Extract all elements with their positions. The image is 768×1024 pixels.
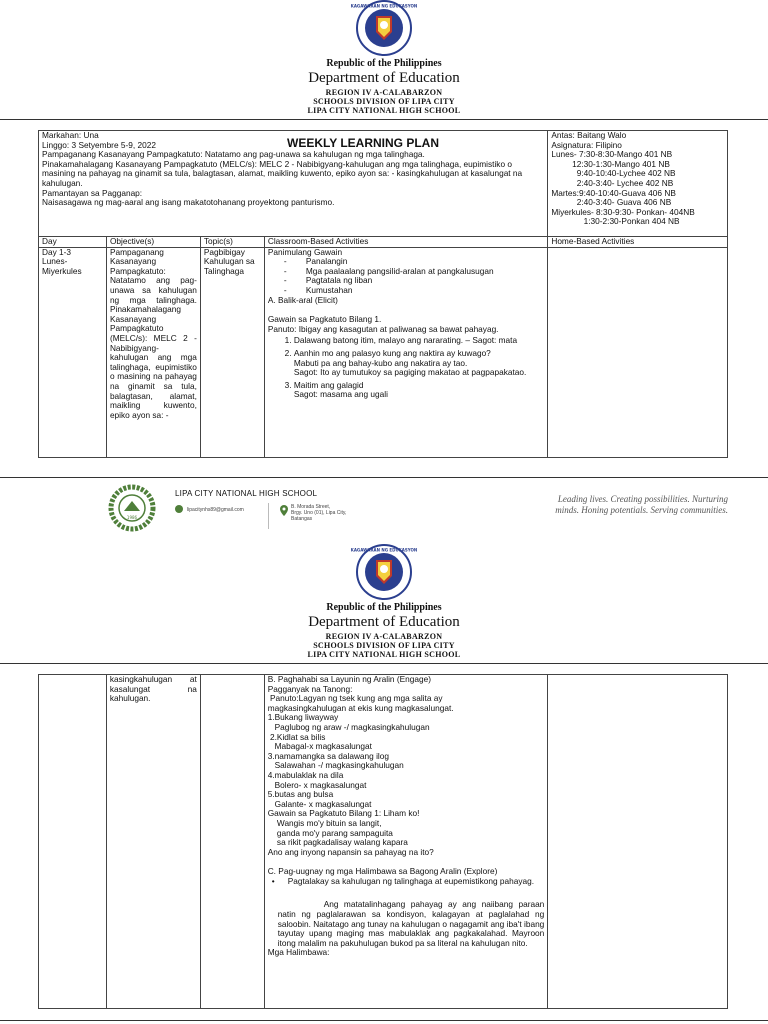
schedule-text: Lunes- 7:30-8:30-Mango 401 NB 12:30-1:30-Mango 401 NB 9:40-10:40-Lychee 402 NB 2:40-3:40- Lychee 402 NB Martes:9:40-10:40-Guava 406 NB 2:40-3:40- Guava 406 NB Miyerkules- 8:30-9:30- Ponkan- 404NB 1:30-2:30-Ponkan 404 NB	[551, 149, 695, 227]
logo-year: 1986	[126, 515, 138, 520]
col-header-classroom: Classroom-Based Activities	[264, 237, 547, 248]
footer-email: lipacitynhs89@gmail.com	[187, 507, 244, 513]
plan-info-cell	[39, 131, 548, 237]
topic-cell: Pagbibigay Kahulugan sa Talinghaga	[200, 247, 264, 457]
header-divider	[0, 663, 768, 664]
school-text: LIPA CITY NATIONAL HIGH SCHOOL	[307, 106, 461, 115]
region-text: REGION IV A-CALABARZON	[325, 632, 443, 641]
location-pin-icon	[280, 505, 288, 516]
home-activities-cell	[548, 247, 728, 457]
list-item: - Mga paalaalang pangsilid-aralan at pangkalusugan	[284, 267, 544, 277]
col-header-home: Home-Based Activities	[548, 237, 728, 248]
explore-heading: C. Pag-uugnay ng mga Halimbawa sa Bagong Aralin (Explore)	[267, 866, 498, 877]
objectives-cell: Pampaganang Kasanayang Pampagkatuto: Natatamo ang pag-unawa sa kahulugan ng mga talinghaga. Pinakamahalagang Kasanayang Pampagkatuto (MELC/s): MELC 2 - Nabibigyang-kahulugan ang mga talinghaga, eupimistiko o masining na pahayag na ginamit sa tula, balagtasan, alamat, maikling kuwento, epiko ayon sa: -	[106, 247, 200, 457]
plan-title: WEEKLY LEARNING PLAN	[287, 136, 440, 150]
weekly-learning-plan-table	[38, 130, 728, 458]
day-cell: Day 1-3 Lunes- Miyerkules	[39, 247, 107, 457]
footer-divider	[0, 1020, 768, 1021]
pampaganang-text: Pampaganang Kasanayang Pampagkatuto: Natatamo ang pag-unawa sa kahulugan ng mga talinghaga.	[42, 149, 425, 160]
antas-text: Antas: Baitang Walo	[551, 130, 627, 140]
list-item: 2. Aanhin mo ang palasyo kung ang naktira ay kuwago? Mabuti pa ang bahay-kubo ang nakatira ay tao. Sagot: Ito ay tumutukoy sa pagiging makatao at pagpapakatao.	[294, 349, 544, 378]
balik-aral-heading: A. Balik-aral (Elicit)	[267, 294, 338, 305]
weekly-learning-plan-table-continued	[38, 674, 728, 1009]
svg-text:KAGAWARAN NG EDUKASYON: KAGAWARAN NG EDUKASYON	[350, 547, 418, 553]
list-item: 3. Maitim ang galagid Sagot: masama ang ugali	[294, 381, 544, 400]
col-header-objectives: Objective(s)	[106, 237, 200, 248]
footer-school-name: LIPA CITY NATIONAL HIGH SCHOOL	[175, 489, 318, 498]
class-info-cell	[548, 131, 728, 237]
footer-motto	[470, 494, 728, 516]
republic-text: Republic of the Philippines	[326, 58, 442, 69]
col-header-day: Day	[39, 237, 107, 248]
list-item: - Kumustahan	[284, 286, 544, 296]
explore-paragraph: Ang matatalinhagang pahayag ay ang naiibang paraan natin ng paglalarawan sa kondisyon, kalagayan at paglalahad ng saloobin. Naitatago ang tunay na kahulugan o nagagamit ang iba't ibang tayutay upang maging mas mabulaklak ang pagkakalahad. Mayroon itong malalim na pakuhulugan bukod pa sa literal na kahulugan nito.	[277, 899, 545, 948]
footer-separator	[268, 503, 269, 529]
panimulang-gawain: Panimulang Gawain	[267, 246, 343, 257]
svg-text:KAGAWARAN NG EDUKASYON: KAGAWARAN NG EDUKASYON	[350, 3, 418, 9]
markahan-text: Markahan: Una	[42, 130, 99, 140]
home-activities-cell	[548, 675, 728, 1009]
items-list	[268, 336, 544, 400]
list-item: 1. Dalawang batong itim, malayo ang nararating. – Sagot: mata	[294, 336, 544, 346]
linggo-text: Linggo: 3 Setyembre 5-9, 2022	[42, 139, 156, 150]
department-title: Department of Education	[308, 70, 460, 86]
pamantayan-label: Pamantayan sa Pagganap:	[42, 187, 143, 198]
pinakamahalagang-text: Pinakamahalagang Kasanayang Pampagkatuto (MELC/s): MELC 2 - Nabibigyang-kahulugan ang mga talinghaga, eupimistiko o masining na pahayag na ginamit sa tula, balagtasan, alamat, maikling kuwento, epiko ayon sa: - kasingkahulugan at kasalungat na kahulugan.	[42, 158, 523, 188]
bullet-icon: •	[271, 875, 275, 886]
department-title: Department of Education	[308, 614, 460, 630]
footer-divider	[0, 477, 768, 478]
division-text: SCHOOLS DIVISION OF LIPA CITY	[313, 97, 455, 106]
objectives-cell: kasingkahulugan at kasalungat na kahulugan.	[106, 675, 200, 1009]
classroom-activities-cell	[264, 675, 548, 1009]
email-icon	[175, 505, 183, 513]
school-text: LIPA CITY NATIONAL HIGH SCHOOL	[307, 650, 461, 659]
col-header-topics: Topic(s)	[200, 237, 264, 248]
school-logo-icon	[104, 485, 160, 531]
routine-list	[268, 257, 544, 295]
classroom-activities-cell	[264, 247, 547, 457]
gawain-heading: Gawain sa Pagkatuto Bilang 1.	[267, 314, 382, 325]
topic-cell	[200, 675, 264, 1009]
motto-line-2: minds. Honing potentials. Serving communities.	[555, 505, 728, 515]
footer-address: B. Morada Street, Brgy. Uno (01), Lipa City, Batangas	[291, 504, 347, 522]
republic-text: Republic of the Philippines	[326, 602, 442, 613]
deped-seal-icon	[350, 544, 418, 600]
pamantayan-text: Naisasagawa ng mag-aaral ang isang makatotohanang proyektong panturismo.	[42, 197, 335, 208]
asignatura-text: Asignatura: Filipino	[551, 139, 622, 150]
deped-seal-icon	[350, 0, 418, 56]
list-item: - Pagtatala ng liban	[284, 276, 544, 286]
halimbawa-label: Mga Halimbawa:	[267, 947, 330, 958]
region-text: REGION IV A-CALABARZON	[325, 88, 443, 97]
division-text: SCHOOLS DIVISION OF LIPA CITY	[313, 641, 455, 650]
engage-section: B. Paghahabi sa Layunin ng Aralin (Engage) Pagganyak na Tanong: Panuto:Lagyan ng tsek kung ang mga salita ay magkasingkahulugan at ekis kung magkasalungat. 1.Bukang liwayway Paglubog ng araw -/ magkasingkahulugan 2.Kidlat sa bilis Mabagal-x magkasalungat 3.namamangka sa dalawang ilog Salawahan -/ magkasingkahulugan 4.mabulaklak na dila Bolero- x magkasalungat 5.butas ang bulsa Galante- x magkasalungat Gawain sa Pagkatuto Bilang 1: Liham ko! Wangis mo'y bituin sa langit, ganda mo'y parang sampaguita sa rikit pagkadalisay walang kapara Ano ang inyong napansin sa pahayag na ito?	[267, 674, 454, 857]
list-item: - Panalangin	[284, 257, 544, 267]
panuto-text: Panuto: Ibigay ang kasagutan at paliwanag sa bawat pahayag.	[267, 323, 499, 334]
day-cell	[39, 675, 107, 1009]
header-divider	[0, 119, 768, 120]
motto-line-1: Leading lives. Creating possibilities. Nurturing	[557, 494, 728, 504]
explore-bullet: • Pagtalakay sa kahulugan ng talinghaga at eupemistikong pahayag.	[271, 875, 535, 886]
